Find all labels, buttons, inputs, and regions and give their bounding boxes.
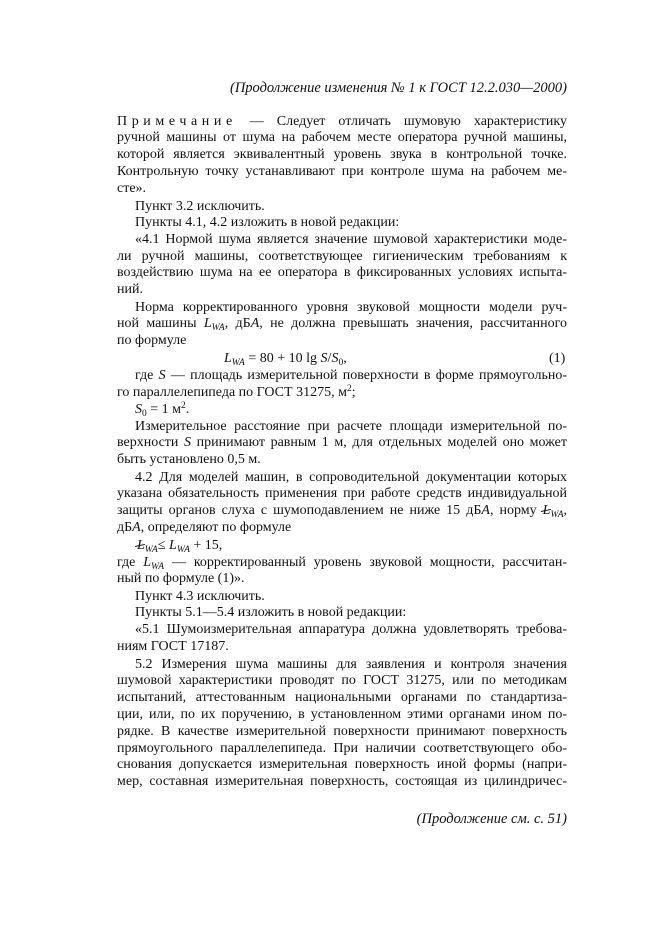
note-line-2: ручной машины от шума на рабочем месте оператора ручной машины,: [117, 130, 567, 145]
distance-line-3: быть установлено 0,5 м.: [117, 452, 261, 467]
norm-line-1: Норма корректированного уровня звуковой мощности модели руч-: [135, 300, 567, 315]
where-l-line-2: ный по формуле (1)».: [117, 571, 245, 586]
distance-line-2: верхности S принимают равным 1 м, для отдельных моделей оно может: [117, 435, 567, 450]
note-label: Примечание: [117, 114, 237, 129]
clause-4-2-line-3: защиты органов слуха с шумоподавлением не ниже 15 дБA, норму $L_{WA}$,: [117, 503, 567, 520]
clause-5-2-line-6: прямоугольного параллелепипеда. При наличии соответствующего обо-: [117, 741, 567, 756]
continuation-header: (Продолжение изменения № 1 к ГОСТ 12.2.030—2000): [229, 80, 567, 96]
formula-1-number: (1): [549, 351, 566, 366]
clause-5-2-line-2: шумовой характеристики проводят по ГОСТ 31275, или по методикам: [117, 673, 567, 688]
where-s-line-2: го параллелепипеда по ГОСТ 31275, $м^2$;: [117, 384, 356, 400]
clauses-5-intro: Пункты 5.1—5.4 изложить в новой редакции:: [135, 605, 407, 620]
distance-line-1: Измерительное расстояние при расчете площади измерительной по-: [135, 419, 567, 434]
clause-4-1-line-1: «4.1 Нормой шума является значение шумовой характеристики моде-: [135, 232, 567, 247]
formula-1: $L_{WA} = 80 + 10$ $\lg S/S_0$,: [224, 351, 347, 368]
s0-definition: $S_0 = 1$ $м^2$.: [135, 401, 190, 419]
clause-4-1-line-3: воздействию шума на ее оператора в фиксированных условиях испыта-: [117, 265, 567, 280]
clause-5-2-line-7: снования допускается измерительная поверхность иной формы (напри-: [117, 757, 567, 772]
formula-2: $L_{WA}\le L_{WA} + 15$,: [137, 538, 223, 555]
clause-5-2-line-8: мер, составная измерительная поверхность, состоящая из цилиндричес-: [117, 774, 567, 789]
norm-line-2: ной машины $L_{WA}$, дБA, не должна превышать значения, рассчитанного: [117, 316, 568, 333]
note-line-4: Контрольную точку устанавливают при контроле шума на рабочем ме-: [117, 164, 567, 179]
clause-5-2-line-5: рядке. В качестве измерительной поверхности принимают поверхность: [117, 724, 567, 739]
clause-5-2-line-3: испытаний, аттестованным национальными органами по стандартиза-: [117, 690, 567, 705]
clause-4-2-line-4: дБA, определяют по формуле: [117, 520, 292, 535]
clause-5-2-line-4: ции, или, по их поручению, в установленном этими органами ином по-: [117, 707, 567, 722]
clause-5-1-line-2: ниям ГОСТ 17187.: [117, 639, 229, 654]
clause-4-3: Пункт 4.3 исключить.: [135, 589, 265, 604]
clause-3-2: Пункт 3.2 исключить.: [135, 199, 265, 214]
note-line-5: сте».: [117, 181, 147, 196]
clause-5-1-line-1: «5.1 Шумоизмерительная аппаратура должна удовлетворять требова-: [135, 622, 567, 637]
continuation-footer: (Продолжение см. с. 51): [416, 811, 567, 827]
note-line-3: которой является эквивалентный уровень звука в контрольной точке.: [117, 147, 567, 162]
clause-4-2-line-2: указана обязательность применения при работе средств индивидуальной: [117, 486, 567, 501]
clauses-4-intro: Пункты 4.1, 4.2 изложить в новой редакции:: [135, 215, 400, 230]
norm-line-3: по формуле: [117, 333, 187, 348]
note-line-1: Примечание — Следует отличать шумовую характеристику: [117, 114, 567, 129]
clause-4-2-line-1: 4.2 Для моделей машин, в сопроводительной документации которых: [135, 470, 567, 485]
clause-5-2-line-1: 5.2 Измерения шума машины для заявления и контроля значения: [135, 657, 567, 672]
clause-4-1-line-4: ний.: [117, 282, 143, 297]
where-l-line-1: где $L_{WA}$ — корректированный уровень звуковой мощности, рассчитан-: [117, 555, 568, 572]
clause-4-1-line-2: ли ручной машины, соответствующее гигиеническим требованиям к: [117, 249, 567, 264]
where-s-line-1: где S — площадь измерительной поверхности в форме прямоугольно-: [135, 368, 567, 383]
